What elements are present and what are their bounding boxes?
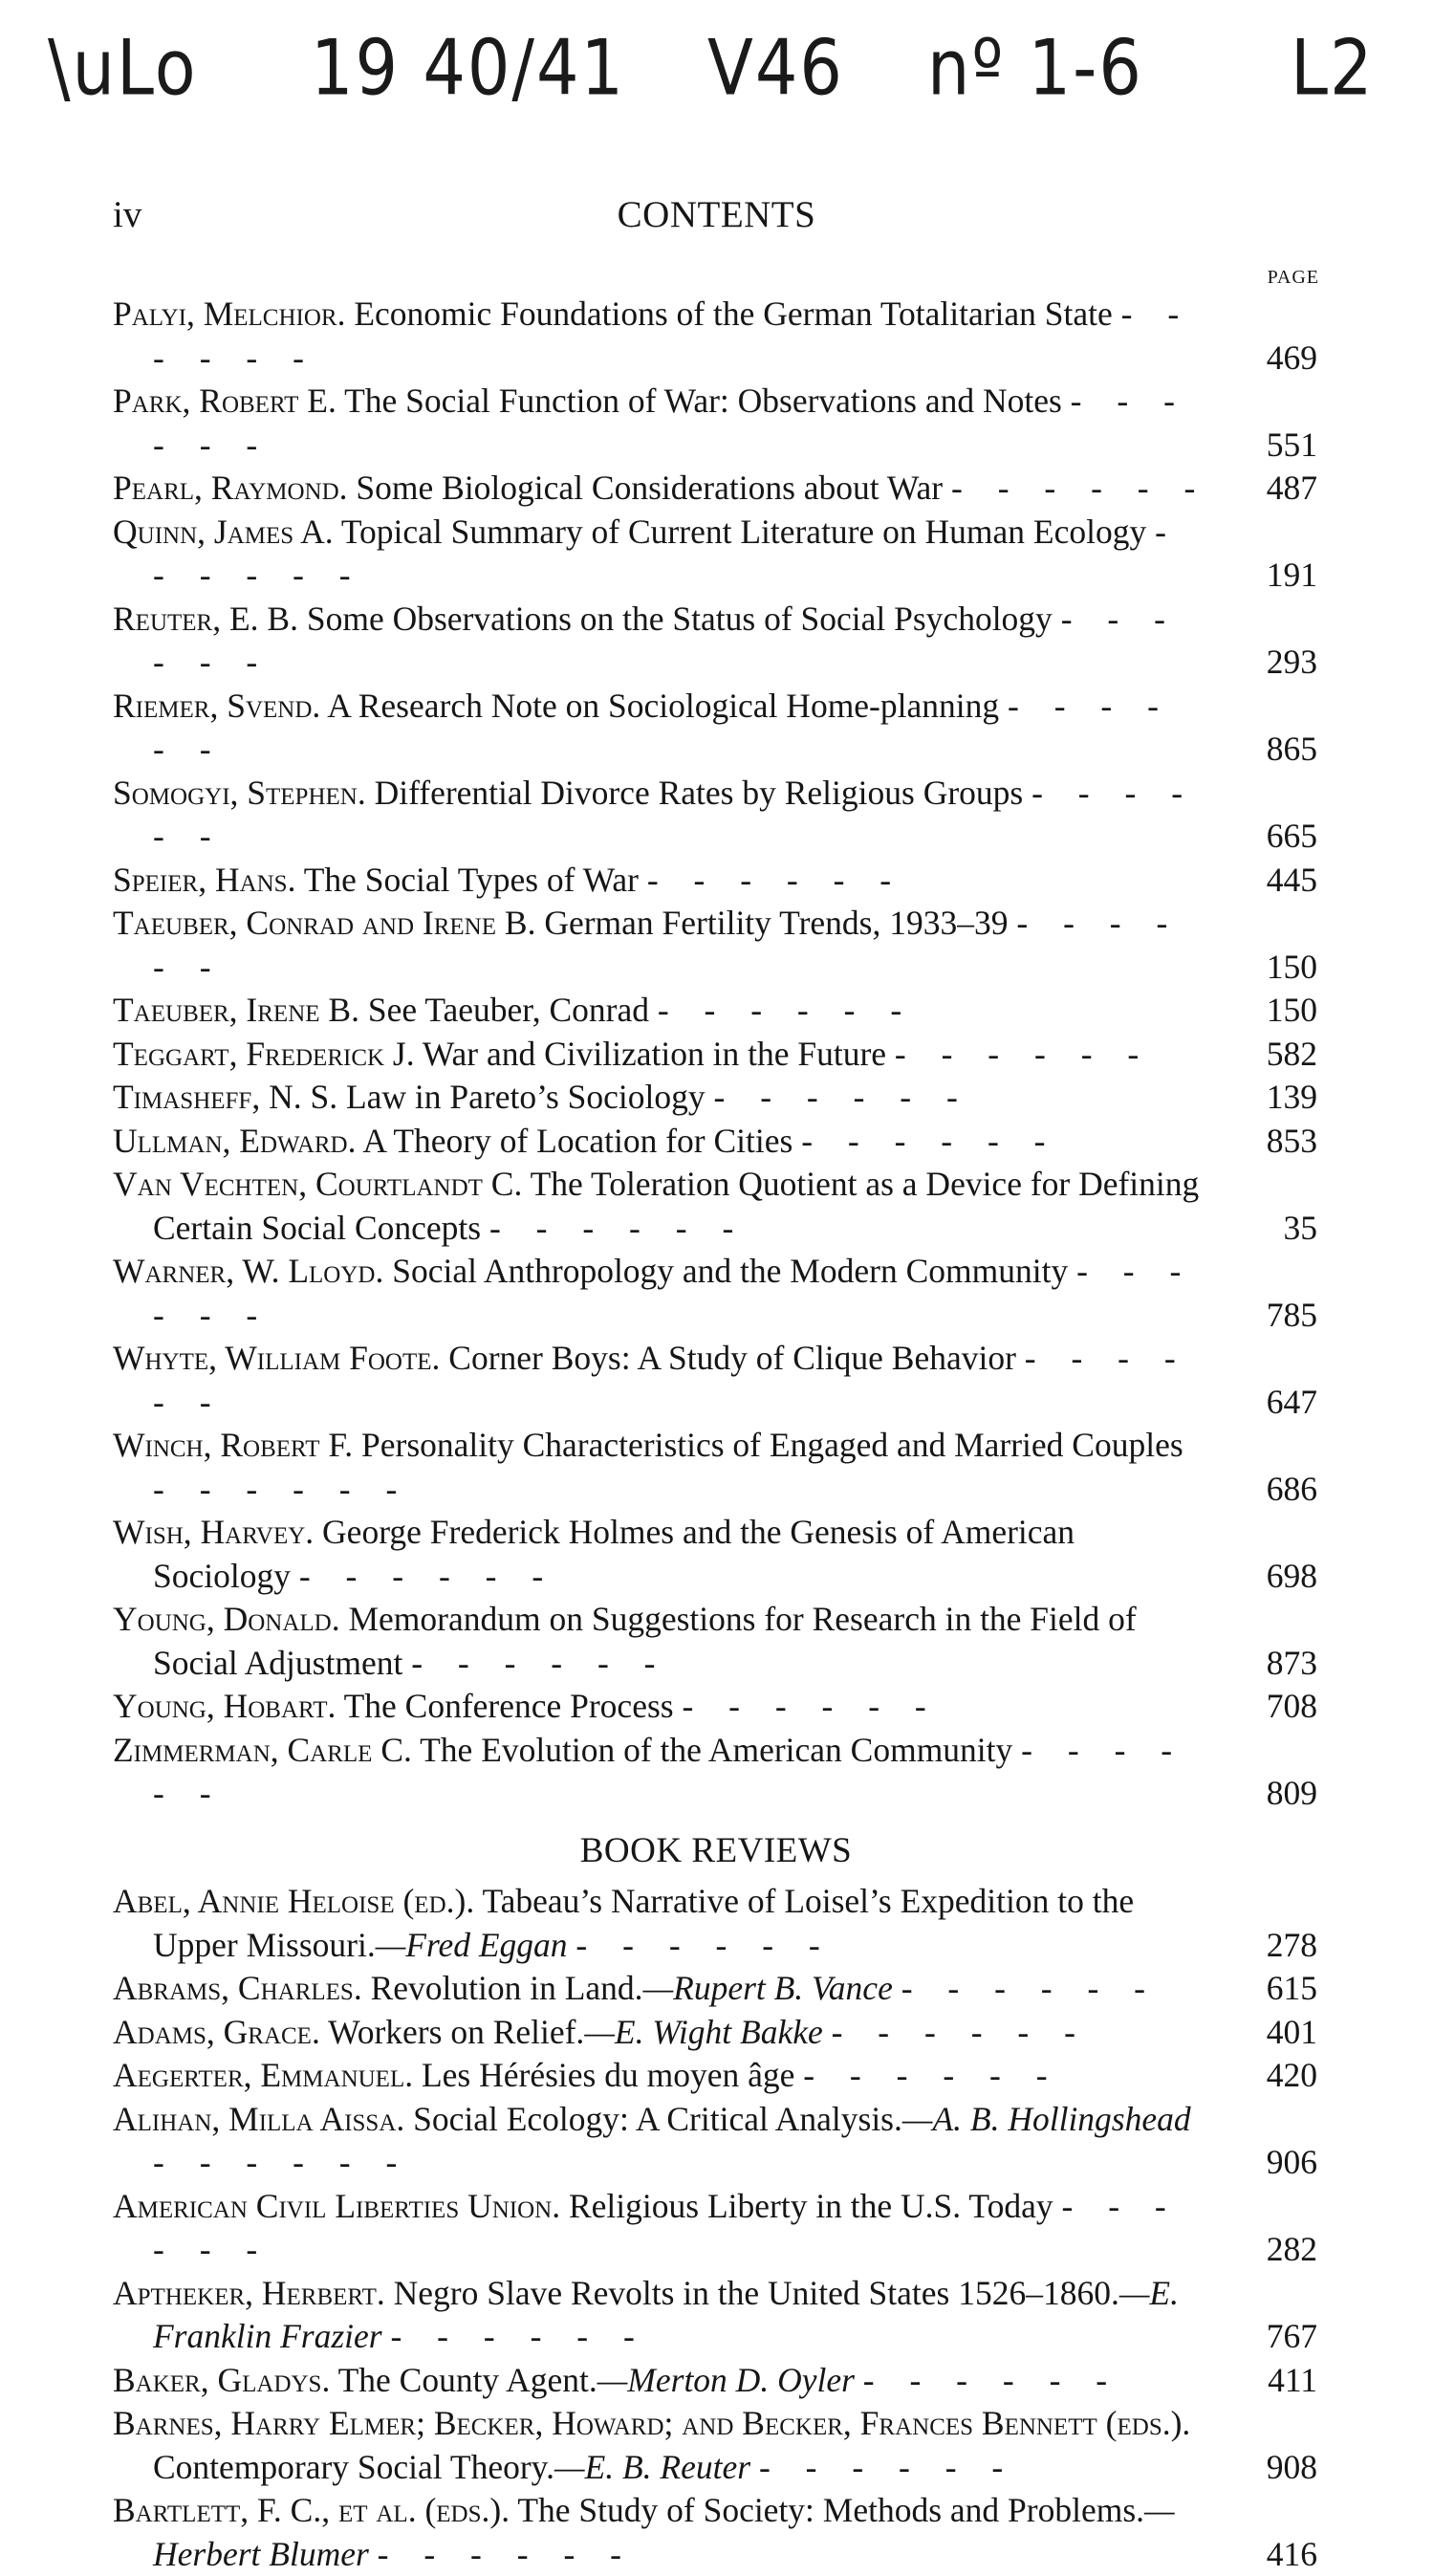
article-entry (113, 1511, 1319, 1598)
entry-author: Taeuber, Irene B. (113, 991, 359, 1029)
entry-page-number: 906 (1227, 2141, 1317, 2185)
entry-title: A Theory of Location for Cities (362, 1122, 792, 1160)
article-entry (113, 1120, 1319, 1164)
entry-author: Taeuber, Conrad and Irene B. (113, 904, 535, 942)
entry-author: Quinn, James A. (113, 513, 334, 551)
entry-text (113, 2098, 1209, 2185)
entry-author: Whyte, William Foote. (113, 1339, 440, 1377)
handwriting-mark-5: L2 (1291, 23, 1375, 113)
entry-page-number: 551 (1227, 424, 1317, 468)
entry-title: Personality Characteristics of Engaged and Married Couples (361, 1426, 1183, 1464)
article-entry (113, 380, 1319, 467)
review-entry (113, 2402, 1319, 2489)
entry-reviewer: —Fred Eggan (376, 1926, 568, 1964)
entry-page-number: 191 (1227, 554, 1317, 598)
entry-text (113, 293, 1209, 380)
entry-text (113, 902, 1209, 989)
entry-text (113, 685, 1209, 772)
entry-title: Some Observations on the Status of Social Psychology (307, 600, 1053, 638)
entry-text (113, 1337, 1209, 1424)
entry-author: Young, Hobart. (113, 1687, 336, 1725)
entry-author: Zimmerman, Carle C. (113, 1731, 412, 1769)
entry-title: Law in Pareto’s Sociology (346, 1078, 706, 1116)
entry-text (113, 859, 1209, 903)
leader-dashes: - - - - - - (895, 1035, 1152, 1073)
entry-text (113, 511, 1209, 598)
entry-author: Wish, Harvey. (113, 1513, 314, 1551)
entry-text (113, 1033, 1209, 1077)
handwriting-mark-2: 19 40/41 (311, 23, 625, 113)
leader-dashes: - - - - - - (153, 295, 1192, 377)
entry-author: Alihan, Milla Aissa. (113, 2100, 404, 2138)
entry-text (113, 989, 1209, 1033)
entry-text (113, 1120, 1209, 1164)
entry-author: Winch, Robert F. (113, 1426, 353, 1464)
review-entry (113, 2011, 1319, 2055)
article-entry (113, 467, 1319, 511)
book-review-list (113, 1880, 1319, 2576)
leader-dashes: - - - - - - (951, 469, 1208, 507)
entry-page-number: 665 (1227, 815, 1317, 859)
entry-text (113, 1729, 1209, 1816)
entry-page-number: 469 (1227, 337, 1317, 381)
article-entry (113, 1076, 1319, 1120)
review-entry (113, 1967, 1319, 2011)
entry-page-number: 647 (1227, 1381, 1317, 1425)
entry-reviewer: —E. Franklin Frazier (153, 2274, 1179, 2356)
entry-author: Park, Robert E. (113, 382, 337, 420)
entry-text (113, 380, 1209, 467)
entry-page-number: 708 (1227, 1685, 1317, 1729)
entry-author: Abel, Annie Heloise (ed.). (113, 1882, 474, 1920)
entry-author: Aegerter, Emmanuel. (113, 2056, 413, 2094)
entry-page-number: 401 (1227, 2011, 1317, 2055)
leader-dashes: - - - - - - (647, 861, 904, 899)
review-entry (113, 2272, 1319, 2359)
entry-page-number: 767 (1227, 2315, 1317, 2359)
entry-text (113, 1250, 1209, 1337)
entry-text (113, 1511, 1209, 1598)
entry-page-number: 809 (1227, 1772, 1317, 1816)
entry-title: Some Biological Considerations about War (356, 469, 943, 507)
entry-title: Differential Divorce Rates by Religious Groups (375, 774, 1024, 812)
entry-text (113, 1880, 1209, 1967)
article-entry (113, 772, 1319, 859)
entry-page-number: 865 (1227, 728, 1317, 772)
handwriting-mark-1: \uLo (48, 23, 198, 113)
entry-page-number: 615 (1227, 1967, 1317, 2011)
entry-title: Workers on Relief. (328, 2013, 584, 2051)
leader-dashes: - - - - - - (658, 991, 915, 1029)
entry-author: Aptheker, Herbert. (113, 2274, 385, 2312)
leader-dashes: - - - - - - (153, 687, 1172, 769)
entry-author: Ullman, Edward. (113, 1122, 357, 1160)
entry-author: Warner, W. Lloyd. (113, 1252, 383, 1290)
article-entry (113, 598, 1319, 685)
handwritten-annotation (38, 29, 1395, 134)
article-entry (113, 989, 1319, 1033)
entry-author: Speier, Hans. (113, 861, 295, 899)
entry-page-number: 487 (1227, 467, 1317, 511)
entry-title: Negro Slave Revolts in the United States 1526–1860. (394, 2274, 1119, 2312)
review-entry (113, 2098, 1319, 2185)
entry-author: Reuter, E. B. (113, 600, 298, 638)
article-entry (113, 1163, 1319, 1250)
entry-author: Barnes, Harry Elmer; Becker, Howard; and Becker, Frances Bennett (eds.). (113, 2404, 1190, 2442)
entry-text (113, 772, 1209, 859)
leader-dashes: - - - - - - (863, 2361, 1120, 2399)
leader-dashes: - - - - - - (714, 1078, 971, 1116)
leader-dashes: - - - - - - (801, 1122, 1058, 1160)
review-entry (113, 2359, 1319, 2403)
leader-dashes: - - - - - - (575, 1926, 833, 1964)
article-entry (113, 859, 1319, 903)
entry-title: Economic Foundations of the German Totalitarian State (354, 295, 1112, 333)
leader-dashes: - - - - - - (759, 2448, 1016, 2486)
entry-author: Bartlett, F. C., et al. (eds.). (113, 2491, 510, 2529)
entry-page-number: 698 (1227, 1555, 1317, 1599)
entry-page-number: 785 (1227, 1294, 1317, 1338)
article-entry (113, 293, 1319, 380)
entry-author: Pearl, Raymond. (113, 469, 348, 507)
entry-author: Timasheff, N. S. (113, 1078, 337, 1116)
review-entry (113, 2054, 1319, 2098)
leader-dashes: - - - - - - (153, 382, 1188, 464)
leader-dashes: - - - - - - (153, 2187, 1180, 2269)
article-entry (113, 902, 1319, 989)
page-title: CONTENTS (113, 193, 1320, 236)
entry-author: Young, Donald. (113, 1600, 340, 1638)
entry-title: The Conference Process (344, 1687, 674, 1725)
entry-author: Teggart, Frederick J. (113, 1035, 415, 1073)
handwriting-mark-4: nº 1-6 (927, 23, 1143, 113)
entry-author: Somogyi, Stephen. (113, 774, 366, 812)
leader-dashes: - - - - - - (153, 1470, 410, 1508)
entry-page-number: 411 (1227, 2359, 1317, 2403)
entry-reviewer: —A. B. Hollingshead (902, 2100, 1191, 2138)
entry-author: Abrams, Charles. (113, 1969, 362, 2007)
entry-text (113, 1598, 1209, 1685)
entry-page-number: 908 (1227, 2446, 1317, 2490)
entry-text (113, 1424, 1209, 1511)
entry-title: Contemporary Social Theory. (153, 2448, 554, 2486)
entry-text (113, 1163, 1209, 1250)
entry-title: Tabeau’s Narrative of Loisel’s Expedition to the Upper Missouri. (153, 1882, 1134, 1964)
entry-title: The County Agent. (338, 2361, 597, 2399)
entry-title: Religious Liberty in the U.S. Today (569, 2187, 1053, 2225)
leader-dashes: - - - - - - (378, 2535, 635, 2573)
entry-reviewer: —Herbert Blumer (153, 2491, 1175, 2573)
entry-title: Memorandum on Suggestions for Research in the Field of Social Adjustment (153, 1600, 1137, 1682)
entry-author: Van Vechten, Courtlandt C. (113, 1165, 522, 1203)
review-entry (113, 2185, 1319, 2272)
entry-title: Corner Boys: A Study of Clique Behavior (448, 1339, 1016, 1377)
entry-title: Revolution in Land. (371, 1969, 643, 2007)
entry-page-number: 686 (1227, 1468, 1317, 1512)
leader-dashes: - - - - - - (299, 1557, 556, 1595)
entry-title: Les Hérésies du moyen âge (422, 2056, 794, 2094)
contents-body (113, 266, 1319, 2576)
entry-text (113, 598, 1209, 685)
entry-text (113, 2489, 1209, 2576)
leader-dashes: - - - - - - (682, 1687, 939, 1725)
entry-text (113, 2011, 1209, 2055)
entry-text (113, 1076, 1209, 1120)
entry-page-number: 420 (1227, 2054, 1317, 2098)
entry-page-number: 873 (1227, 1642, 1317, 1686)
entry-author: Baker, Gladys. (113, 2361, 330, 2399)
entry-page-number: 853 (1227, 1120, 1317, 1164)
entry-page-number: 416 (1227, 2533, 1317, 2576)
article-entry (113, 1598, 1319, 1685)
entry-title: The Study of Society: Methods and Problems. (517, 2491, 1144, 2529)
entry-title: Social Ecology: A Critical Analysis. (413, 2100, 902, 2138)
article-entry (113, 1337, 1319, 1424)
entry-page-number: 278 (1227, 1924, 1317, 1968)
entry-author: Adams, Grace. (113, 2013, 320, 2051)
entry-title: See Taeuber, Conrad (368, 991, 649, 1029)
leader-dashes: - - - - - - (153, 1339, 1189, 1421)
entry-page-number: 282 (1227, 2228, 1317, 2272)
page-column-label: PAGE (113, 266, 1319, 289)
leader-dashes: - - - - - - (153, 904, 1181, 986)
entry-author: Palyi, Melchior. (113, 295, 345, 333)
entry-title: The Toleration Quotient as a Device for Defining Certain Social Concepts (153, 1165, 1199, 1247)
leader-dashes: - - - - - - (411, 1644, 668, 1682)
entry-title: Social Anthropology and the Modern Community (392, 1252, 1068, 1290)
entry-reviewer: —E. Wight Bakke (584, 2013, 822, 2051)
entry-page-number: 293 (1227, 641, 1317, 685)
entry-text (113, 2359, 1209, 2403)
entry-reviewer: —Merton D. Oyler (597, 2361, 855, 2399)
entry-page-number: 139 (1227, 1076, 1317, 1120)
article-entry (113, 511, 1319, 598)
entry-page-number: 150 (1227, 989, 1317, 1033)
entry-text (113, 2185, 1209, 2272)
leader-dashes: - - - - - - (901, 1969, 1159, 2007)
entry-text (113, 1967, 1209, 2011)
entry-title: Topical Summary of Current Literature on Human Ecology (341, 513, 1146, 551)
article-entry (113, 685, 1319, 772)
review-entry (113, 2489, 1319, 2576)
leader-dashes: - - - - - - (153, 513, 1180, 595)
entry-page-number: 150 (1227, 946, 1317, 990)
leader-dashes: - - - - - - (832, 2013, 1089, 2051)
entry-text (113, 2402, 1209, 2489)
entry-title: George Frederick Holmes and the Genesis of American Sociology (153, 1513, 1075, 1595)
entry-title: A Research Note on Sociological Home-planning (327, 687, 999, 725)
leader-dashes: - - - - - - (153, 600, 1179, 682)
leader-dashes: - - - - - - (153, 774, 1196, 856)
entry-title: The Social Types of War (304, 861, 639, 899)
entry-title: German Fertility Trends, 1933–39 (544, 904, 1008, 942)
entry-author: American Civil Liberties Union. (113, 2187, 560, 2225)
leader-dashes: - - - - - - (390, 2317, 647, 2355)
leader-dashes: - - - - - - (153, 1252, 1194, 1334)
entry-text (113, 2054, 1209, 2098)
page-folio: iv (113, 193, 141, 236)
article-entry (113, 1685, 1319, 1729)
leader-dashes: - - - - - - (153, 2143, 410, 2181)
article-entry (113, 1729, 1319, 1816)
entry-page-number: 582 (1227, 1033, 1317, 1077)
article-entry (113, 1250, 1319, 1337)
entry-reviewer: —Rupert B. Vance (643, 1969, 893, 2007)
leader-dashes: - - - - - - (489, 1209, 747, 1247)
leader-dashes: - - - - - - (153, 1731, 1185, 1813)
entry-author: Riemer, Svend. (113, 687, 320, 725)
review-entry (113, 1880, 1319, 1967)
entry-page-number: 445 (1227, 859, 1317, 903)
entry-reviewer: —E. B. Reuter (554, 2448, 750, 2486)
article-entry (113, 1424, 1319, 1511)
book-reviews-heading: BOOK REVIEWS (113, 1829, 1319, 1873)
leader-dashes: - - - - - - (803, 2056, 1060, 2094)
entry-title: War and Civilization in the Future (423, 1035, 886, 1073)
handwriting-mark-3: V46 (707, 23, 844, 113)
entry-text (113, 1685, 1209, 1729)
entry-text (113, 467, 1209, 511)
page-header (113, 193, 1320, 247)
entry-text (113, 2272, 1209, 2359)
article-entry (113, 1033, 1319, 1077)
entry-page-number: 35 (1227, 1207, 1317, 1251)
entry-title: The Evolution of the American Community (420, 1731, 1012, 1769)
entry-title: The Social Function of War: Observations and Notes (344, 382, 1062, 420)
article-list (113, 293, 1319, 1816)
